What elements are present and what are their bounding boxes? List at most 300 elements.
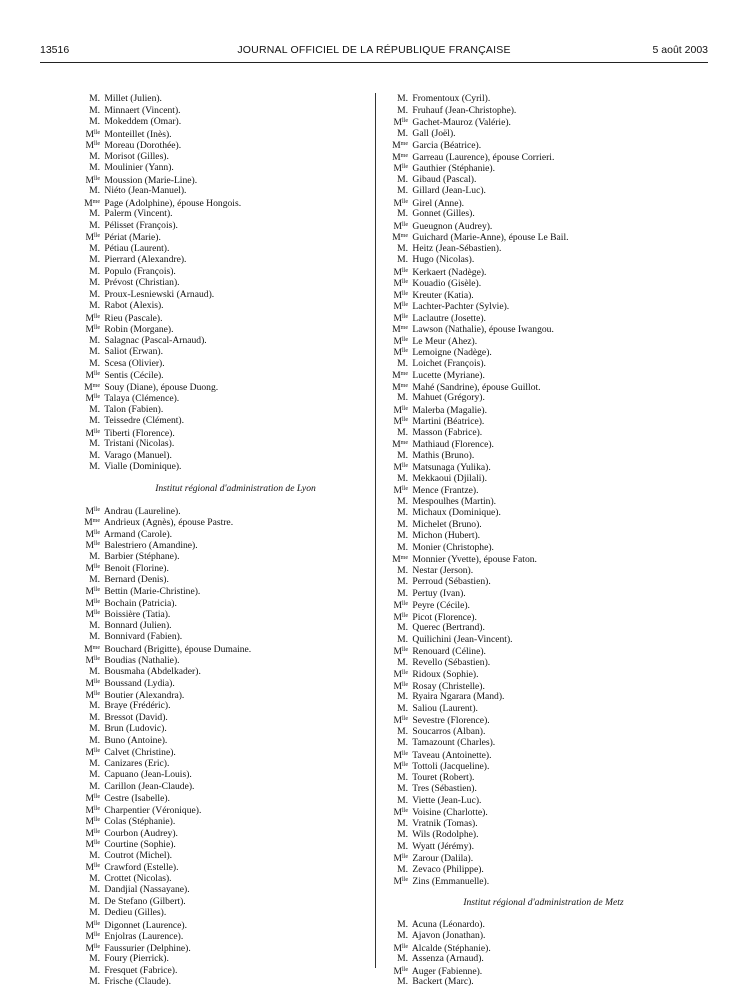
list-item — [386, 737, 701, 749]
list-item — [386, 507, 701, 519]
list-item — [78, 884, 393, 896]
civility: M. — [397, 930, 408, 941]
publication-date: 5 août 2003 — [652, 44, 708, 56]
person-name: Gibaud (Pascal). — [412, 173, 477, 185]
person-name: Dedieu (Gilles). — [104, 907, 167, 918]
list-item — [78, 562, 393, 574]
list-item — [386, 714, 701, 726]
person-name: Kerkaert (Nadège). — [412, 266, 487, 278]
person-name: Tamazount (Charles). — [412, 737, 496, 748]
civility: M. — [397, 840, 408, 852]
list-item — [78, 608, 393, 620]
list-item — [78, 369, 393, 381]
list-item — [78, 266, 393, 278]
civility: M. — [397, 702, 408, 714]
person-name: Tres (Sébastien). — [412, 783, 477, 794]
list-item — [386, 415, 701, 427]
person-name: Fromentoux (Cyril). — [412, 93, 491, 104]
person-name: Pertuy (Ivan). — [412, 587, 466, 599]
list-item — [386, 116, 701, 128]
civility: M. — [89, 665, 100, 677]
list-item — [78, 105, 393, 117]
person-name: Bonnard (Julien). — [104, 619, 172, 631]
person-name: Talon (Fabien). — [104, 403, 164, 415]
person-name: Pétiau (Laurent). — [104, 242, 170, 254]
civility: $M^{lle}$ — [85, 140, 100, 151]
person-name: Auger (Fabienne). — [411, 965, 483, 977]
civility: M. — [89, 185, 100, 196]
list-item — [78, 335, 393, 347]
civility: $M^{lle}$ — [393, 942, 408, 954]
person-name: Michelet (Bruno). — [412, 518, 482, 530]
civility: M. — [89, 162, 100, 173]
list-item — [78, 346, 393, 358]
list-item — [78, 539, 393, 551]
civility: M. — [397, 208, 408, 219]
person-name: Coutrot (Michel). — [104, 849, 173, 861]
civility: $M^{lle}$ — [393, 611, 408, 623]
list-item — [78, 404, 393, 416]
civility: M. — [89, 849, 100, 861]
list-item — [78, 769, 393, 781]
civility: M. — [89, 780, 100, 792]
civility: M. — [89, 723, 100, 734]
person-name: Backert (Marc). — [412, 976, 474, 987]
list-item — [78, 574, 393, 586]
list-item — [386, 174, 701, 186]
list-item — [386, 254, 701, 266]
list-item — [78, 174, 393, 186]
list-item — [78, 128, 393, 140]
civility: $M^{lle}$ — [85, 174, 100, 186]
person-name: Teissedre (Clément). — [104, 415, 185, 426]
person-name: Bressot (David). — [104, 711, 168, 723]
civility: $M^{lle}$ — [85, 540, 100, 551]
civility: M. — [89, 964, 100, 976]
person-name: Mahuet (Grégory). — [412, 392, 485, 403]
civility: $M^{lle}$ — [85, 827, 100, 839]
person-name: Millet (Julien). — [104, 93, 162, 104]
list-item — [78, 231, 393, 243]
list-item — [386, 496, 701, 508]
list-item — [386, 634, 701, 646]
list-item — [386, 312, 701, 324]
civility: $M^{lle}$ — [393, 404, 408, 416]
list-item — [386, 760, 701, 772]
person-name: Niéto (Jean-Manuel). — [104, 185, 187, 196]
person-name: Garcia (Béatrice). — [412, 140, 482, 151]
list-item — [386, 450, 701, 462]
person-name: Peyre (Cécile). — [412, 600, 470, 611]
civility: M. — [397, 495, 408, 507]
list-item — [78, 312, 393, 324]
list-item — [78, 850, 393, 862]
civility: M. — [89, 734, 100, 746]
person-name: Picot (Florence). — [412, 611, 477, 623]
list-item — [386, 645, 701, 657]
person-name: Moreau (Dorothée). — [104, 140, 182, 151]
person-name: Saliou (Laurent). — [412, 702, 478, 714]
person-name: Querec (Bertrand). — [412, 622, 485, 633]
civility: $M^{lle}$ — [85, 528, 100, 540]
civility: $M^{lle}$ — [85, 655, 100, 666]
list-item — [386, 565, 701, 577]
civility: M. — [89, 334, 100, 346]
civility: M. — [397, 794, 408, 806]
section-heading: Institut régional d'administration de Lyon — [155, 482, 316, 494]
civility: $M^{me}$ — [392, 439, 408, 450]
civility: $M^{lle}$ — [85, 839, 100, 850]
civility: $M^{lle}$ — [85, 427, 100, 439]
person-name: Sevestre (Florence). — [412, 715, 490, 726]
civility: M. — [397, 173, 408, 185]
person-name: Buno (Antoine). — [104, 734, 168, 746]
person-name: Bousmaha (Abdelkader). — [104, 665, 201, 677]
list-item — [78, 438, 393, 450]
list-item — [78, 700, 393, 712]
person-name: Masson (Fabrice). — [412, 426, 483, 438]
person-name: Martini (Béatrice). — [412, 416, 485, 427]
person-name: Acuna (Léonardo). — [411, 918, 485, 930]
person-name: Guichard (Marie-Anne), épouse Le Bail. — [412, 232, 569, 243]
civility: M. — [397, 783, 408, 794]
person-name: Crottet (Nicolas). — [104, 872, 172, 884]
list-item — [78, 942, 393, 954]
person-name: Quilichini (Jean-Vincent). — [412, 633, 513, 645]
list-item — [386, 185, 701, 197]
person-name: Minnaert (Vincent). — [104, 104, 181, 116]
person-name: Tottoli (Jacqueline). — [412, 761, 490, 772]
person-name: Colas (Stéphanie). — [104, 816, 176, 827]
civility: M. — [89, 150, 100, 162]
civility: M. — [89, 346, 100, 357]
list-item — [78, 185, 393, 197]
person-name: Alcalde (Stéphanie). — [411, 942, 491, 954]
civility: M. — [89, 700, 100, 711]
civility: M. — [89, 277, 100, 288]
person-name: Dandjial (Nassayane). — [104, 884, 190, 895]
list-item — [386, 783, 701, 795]
list-item — [78, 93, 393, 105]
person-name: Michon (Hubert). — [412, 530, 481, 541]
person-name: Ryaira Ngarara (Mand). — [412, 691, 505, 702]
person-name: Robin (Morgane). — [104, 324, 174, 335]
list-item — [78, 415, 393, 427]
civility: M. — [397, 737, 408, 748]
person-name: Lucette (Myriane). — [412, 370, 485, 381]
civility: $M^{lle}$ — [85, 689, 100, 701]
person-name: Fresquet (Fabrice). — [104, 964, 178, 976]
person-name: Bouchard (Brigitte), épouse Dumaine. — [104, 643, 252, 655]
civility: M. — [397, 449, 408, 461]
civility: $M^{lle}$ — [393, 715, 408, 726]
list-item — [386, 919, 701, 931]
civility: $M^{lle}$ — [393, 680, 408, 692]
civility: M. — [397, 863, 408, 875]
civility: M. — [397, 691, 408, 702]
list-item — [78, 139, 393, 151]
person-name: Rabot (Alexis). — [104, 300, 164, 311]
person-name: Perroud (Sébastien). — [412, 576, 491, 587]
civility: $M^{lle}$ — [393, 416, 408, 427]
list-item — [386, 553, 701, 565]
list-item — [386, 139, 701, 151]
list-item — [78, 505, 393, 517]
person-name: Vialle (Dominique). — [104, 461, 182, 472]
civility: M. — [397, 104, 408, 116]
civility: $M^{lle}$ — [85, 597, 100, 609]
civility: $M^{lle}$ — [393, 965, 408, 977]
civility: $M^{lle}$ — [393, 117, 408, 128]
person-name: Mathis (Bruno). — [412, 449, 475, 461]
civility: M. — [89, 219, 100, 231]
civility: M. — [89, 711, 100, 723]
person-name: Rosay (Christelle). — [412, 680, 485, 692]
civility: M. — [89, 403, 100, 415]
list-item — [386, 622, 701, 634]
civility: M. — [397, 771, 408, 783]
list-item — [386, 220, 701, 232]
list-item — [78, 277, 393, 289]
civility: M. — [89, 357, 100, 369]
civility: M. — [397, 656, 408, 668]
list-item — [386, 243, 701, 255]
person-name: Populo (François). — [104, 265, 176, 277]
person-name: Laclautre (Josette). — [412, 312, 486, 324]
civility: M. — [89, 907, 100, 918]
page-number: 13516 — [40, 44, 70, 56]
civility: $M^{lle}$ — [85, 128, 100, 140]
person-name: Loichet (François). — [412, 357, 486, 369]
person-name: Michaux (Dominique). — [412, 507, 501, 518]
civility: M. — [397, 976, 408, 987]
civility: M. — [397, 817, 408, 829]
civility: $M^{lle}$ — [393, 646, 408, 657]
list-item — [386, 726, 701, 738]
civility: M. — [397, 518, 408, 530]
civility: $M^{lle}$ — [85, 747, 100, 758]
person-name: Saliot (Erwan). — [104, 346, 164, 357]
civility: $M^{lle}$ — [393, 761, 408, 772]
person-name: Périat (Marie). — [104, 232, 161, 243]
civility: M. — [397, 507, 408, 518]
list-item — [78, 461, 393, 473]
list-item — [386, 358, 701, 370]
person-name: Girel (Anne). — [412, 197, 465, 209]
civility: M. — [89, 254, 100, 265]
person-name: Mathiaud (Florence). — [412, 439, 494, 450]
person-name: Mekkaoui (Djilali). — [412, 472, 488, 484]
list-item — [386, 381, 701, 393]
list-item — [78, 392, 393, 404]
civility: M. — [397, 622, 408, 633]
person-name: Boutier (Alexandra). — [104, 689, 185, 701]
list-item — [386, 346, 701, 358]
person-name: Heitz (Jean-Sébastien). — [412, 242, 502, 254]
person-name: Boissière (Tatia). — [104, 609, 171, 620]
list-item — [78, 243, 393, 255]
person-name: Nestar (Jerson). — [412, 564, 474, 576]
civility: M. — [89, 104, 100, 116]
person-name: Zevaco (Philippe). — [412, 863, 484, 875]
list-item — [386, 530, 701, 542]
civility: $M^{lle}$ — [85, 505, 100, 517]
civility: $M^{lle}$ — [85, 678, 100, 689]
list-item — [386, 965, 701, 977]
list-item — [386, 335, 701, 347]
civility: M. — [89, 116, 100, 127]
list-item — [386, 749, 701, 761]
civility: $M^{lle}$ — [85, 804, 100, 816]
person-name: Moussion (Marie-Line). — [104, 174, 198, 186]
list-item — [78, 965, 393, 977]
civility: M. — [89, 242, 100, 254]
person-name: Braye (Frédéric). — [104, 700, 171, 711]
list-item — [386, 404, 701, 416]
person-name: Sentis (Cécile). — [104, 370, 164, 381]
person-name: Armand (Carole). — [103, 528, 173, 540]
person-name: Bernard (Denis). — [104, 573, 169, 585]
list-item — [78, 735, 393, 747]
list-item — [78, 197, 393, 209]
civility: $M^{lle}$ — [85, 563, 100, 574]
list-item — [386, 806, 701, 818]
list-item — [78, 220, 393, 232]
civility: M. — [397, 953, 408, 964]
list-item — [386, 323, 701, 335]
list-item — [78, 528, 393, 540]
civility: M. — [89, 976, 100, 987]
person-name: Proux-Lesniewski (Arnaud). — [104, 288, 215, 300]
person-name: Renouard (Céline). — [412, 646, 486, 657]
list-item — [78, 896, 393, 908]
section-heading: Institut régional d'administration de Metz — [463, 896, 624, 908]
list-item — [386, 829, 701, 841]
civility: $M^{lle}$ — [85, 793, 100, 804]
civility: $M^{lle}$ — [85, 816, 100, 827]
civility: $M^{lle}$ — [85, 931, 100, 942]
civility: $M^{me}$ — [84, 381, 100, 393]
person-name: Morisot (Gilles). — [104, 150, 169, 162]
civility: $M^{lle}$ — [85, 942, 100, 954]
list-item — [386, 162, 701, 174]
civility: $M^{lle}$ — [393, 163, 408, 174]
person-name: Faussurier (Delphine). — [104, 942, 191, 954]
person-name: Gachet-Mauroz (Valérie). — [412, 117, 511, 128]
list-item — [386, 942, 701, 954]
civility: M. — [89, 953, 100, 964]
person-name: Garreau (Laurence), épouse Corrieri. — [412, 151, 555, 163]
person-name: Courbon (Audrey). — [104, 827, 178, 839]
person-name: Carillon (Jean-Claude). — [104, 780, 195, 792]
list-item — [78, 208, 393, 220]
person-name: Matsunaga (Yulika). — [412, 462, 491, 473]
civility: M. — [89, 265, 100, 277]
person-name: Brun (Ludovic). — [104, 723, 167, 734]
person-name: Boussand (Lydia). — [104, 678, 175, 689]
person-name: Crawford (Estelle). — [104, 862, 179, 873]
person-name: Cestre (Isabelle). — [104, 793, 170, 804]
person-name: Moulinier (Yann). — [104, 162, 174, 173]
civility: $M^{lle}$ — [393, 266, 408, 278]
list-item — [78, 585, 393, 597]
person-name: Soucarros (Alban). — [412, 725, 486, 737]
list-item — [78, 689, 393, 701]
list-item — [386, 657, 701, 669]
list-item — [78, 838, 393, 850]
person-name: Foury (Pierrick). — [104, 953, 169, 964]
person-name: Monnier (Yvette), épouse Faton. — [412, 554, 537, 565]
list-item — [386, 818, 701, 830]
civility: $M^{me}$ — [392, 370, 408, 381]
list-item — [78, 643, 393, 655]
person-name: Touret (Robert). — [412, 771, 475, 783]
list-item — [78, 381, 393, 393]
civility: $M^{lle}$ — [393, 485, 408, 496]
civility: $M^{lle}$ — [393, 600, 408, 611]
list-item — [386, 392, 701, 404]
list-item — [78, 792, 393, 804]
list-item — [386, 680, 701, 692]
civility: M. — [397, 918, 408, 930]
list-item — [386, 691, 701, 703]
civility: M. — [89, 619, 100, 631]
civility: $M^{lle}$ — [393, 301, 408, 312]
list-item — [386, 588, 701, 600]
civility: $M^{lle}$ — [393, 749, 408, 761]
list-item — [78, 450, 393, 462]
list-item — [386, 930, 701, 942]
person-name: Voisine (Charlotte). — [412, 807, 488, 818]
list-item — [78, 116, 393, 128]
civility: $M^{lle}$ — [85, 609, 100, 620]
civility: M. — [89, 895, 100, 907]
civility: M. — [397, 587, 408, 599]
list-item — [78, 781, 393, 793]
civility: M. — [397, 576, 408, 587]
list-item — [386, 151, 701, 163]
person-name: Gall (Joël). — [412, 127, 456, 139]
person-name: Le Meur (Ahez). — [412, 335, 478, 347]
list-item — [386, 864, 701, 876]
person-name: Capuano (Jean-Louis). — [104, 769, 192, 780]
list-item — [78, 620, 393, 632]
civility: M. — [89, 884, 100, 895]
left-column — [78, 93, 393, 988]
list-item — [386, 875, 701, 887]
person-name: Bonnivard (Fabien). — [104, 631, 183, 642]
person-name: Talaya (Clémence). — [104, 393, 180, 404]
civility: $M^{lle}$ — [393, 347, 408, 358]
list-item — [386, 484, 701, 496]
civility: $M^{me}$ — [392, 140, 408, 151]
civility: $M^{me}$ — [392, 381, 408, 393]
list-item — [386, 369, 701, 381]
person-name: Calvet (Christine). — [104, 747, 176, 758]
journal-title: JOURNAL OFFICIEL DE LA RÉPUBLIQUE FRANÇAISE — [237, 44, 511, 56]
list-item — [386, 772, 701, 784]
list-item — [386, 461, 701, 473]
civility: $M^{lle}$ — [85, 324, 100, 335]
person-name: Taveau (Antoinette). — [412, 749, 492, 761]
person-name: Kouadio (Gisèle). — [412, 278, 482, 289]
list-item — [78, 815, 393, 827]
person-name: Prévost (Christian). — [104, 277, 180, 288]
civility: M. — [397, 472, 408, 484]
list-item — [386, 289, 701, 301]
list-item — [78, 907, 393, 919]
list-item — [386, 852, 701, 864]
